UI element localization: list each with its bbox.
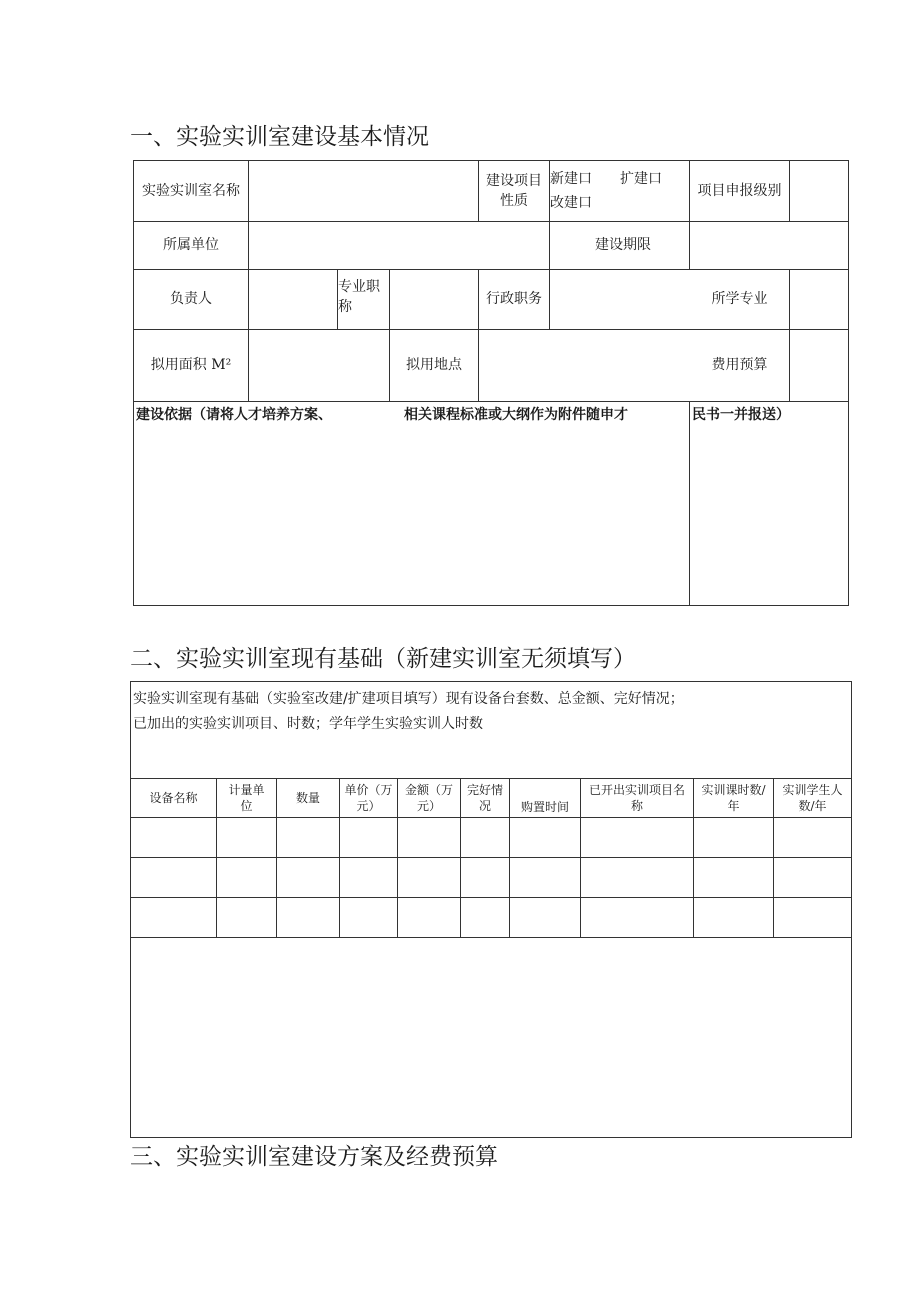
- level-label: 项目申报级别: [697, 183, 782, 199]
- leader-field[interactable]: [249, 269, 337, 329]
- col-project-names: 已开出实训项目名称: [588, 783, 685, 813]
- col-purchase-time: 购置时间: [520, 800, 569, 814]
- period-field[interactable]: [690, 221, 848, 269]
- col-condition: 完好情况: [466, 783, 503, 813]
- leader-label: 负责人: [170, 291, 212, 307]
- level-field[interactable]: [790, 161, 848, 221]
- basis-content-area[interactable]: [134, 427, 688, 605]
- lab-name-field[interactable]: [249, 161, 478, 221]
- nature-options-line2: 改建口: [550, 195, 592, 211]
- basis-notes-area[interactable]: [131, 938, 851, 1137]
- nature-label: 建设项目性质: [486, 173, 542, 209]
- area-field[interactable]: [249, 329, 389, 401]
- basic-info-table: [133, 160, 849, 606]
- col-student-count: 实训学生人数/年: [782, 783, 843, 813]
- basis-note-part2: 相关课程标准或大纲作为附件随申才: [404, 407, 628, 423]
- title-label: 专业职称: [338, 279, 380, 315]
- lab-name-label: 实验实训室名称: [142, 183, 240, 199]
- area-label: 拟用面积 M²: [150, 357, 232, 373]
- budget-field[interactable]: [790, 329, 848, 401]
- nature-options-line1: 新建口 扩建口: [550, 171, 662, 187]
- major-field[interactable]: [790, 269, 848, 329]
- position-label: 行政职务: [486, 291, 542, 307]
- col-amount: 金额（万元）: [404, 783, 453, 813]
- section3-heading: 三、实验实训室建设方案及经费预算: [130, 1144, 498, 1170]
- col-class-hours: 实训课时数/年: [701, 783, 766, 813]
- nature-options[interactable]: [550, 169, 688, 217]
- col-unit-price: 单价（万元）: [344, 783, 393, 813]
- basis-note-part3: 民书一并报送）: [692, 407, 790, 423]
- basis-note-part1: 建设依据（请将人才培养方案、: [136, 407, 332, 423]
- table-row[interactable]: [131, 898, 851, 937]
- basis-desc-line1: 实验实训室现有基础（实验室改建/扩建项目填写）现有设备台套数、总金额、完好情况；: [133, 691, 684, 707]
- budget-label: 费用预算: [711, 357, 768, 373]
- section1-heading: 一、实验实训室建设基本情况: [130, 124, 429, 150]
- title-field[interactable]: [390, 269, 478, 329]
- major-label: 所学专业: [711, 291, 768, 307]
- col-quantity: 数量: [295, 791, 320, 805]
- table-row[interactable]: [131, 858, 851, 897]
- table-row[interactable]: [131, 818, 851, 857]
- existing-basis-table: [130, 681, 852, 1138]
- period-label: 建设期限: [595, 237, 651, 253]
- unit-label: 所属单位: [163, 237, 219, 253]
- col-equipment-name: 设备名称: [149, 791, 198, 805]
- location-label: 拟用地点: [406, 357, 462, 373]
- col-unit: 计量单位: [228, 783, 265, 813]
- unit-field[interactable]: [249, 221, 549, 269]
- section2-heading: 二、实验实训室现有基础（新建实训室无须填写）: [130, 646, 636, 672]
- basis-desc-line2: 已加出的实验实训项目、时数；学年学生实验实训人时数: [133, 716, 483, 732]
